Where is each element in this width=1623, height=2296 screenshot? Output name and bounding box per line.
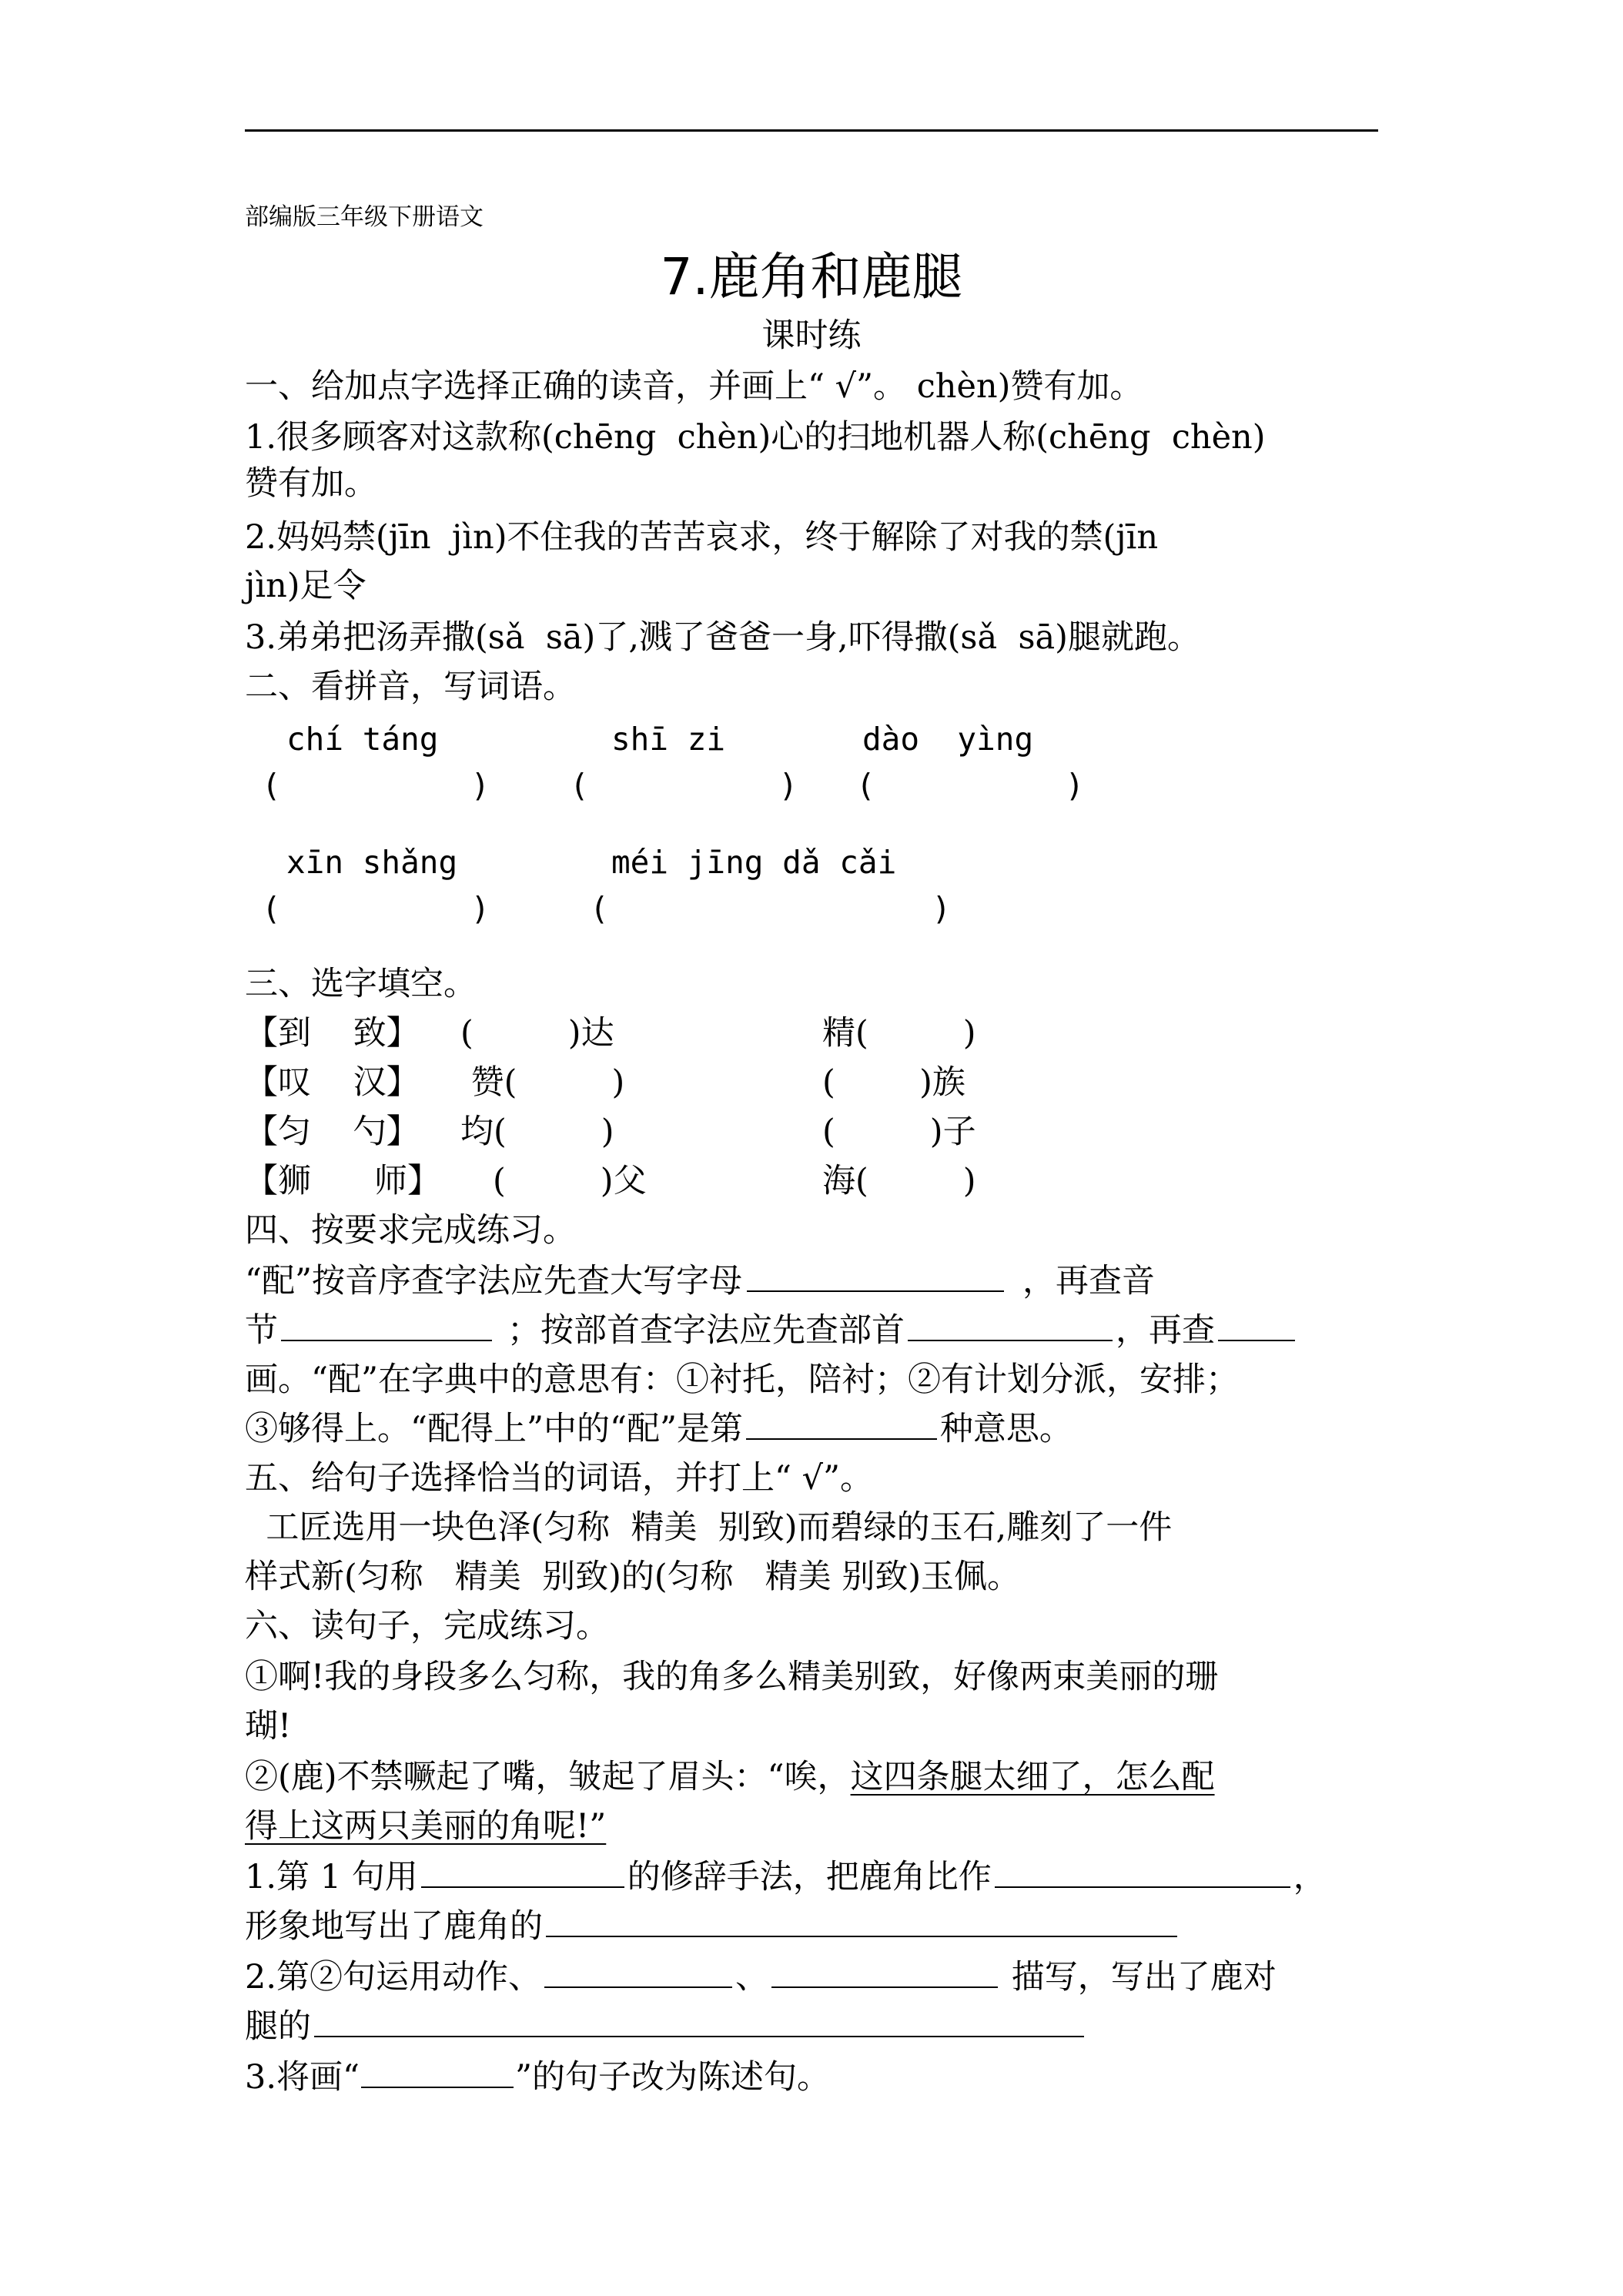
answer-paren-1[interactable]: ( ) [262, 767, 490, 804]
section4-line1-text: “配”按音序查字法应先查大写字母 [245, 1262, 742, 1300]
section5-line1[interactable]: 工匠选用一块色泽(匀称 精美 别致)而碧绿的玉石,雕刻了一件 [245, 1508, 1173, 1547]
section4-line2 [245, 1309, 1295, 1352]
section4-line1-end: ，再查音 [1022, 1262, 1155, 1300]
section5-line2[interactable]: 样式新(匀称 精美 别致)的(匀称 精美 别致)玉佩。 [245, 1558, 1021, 1596]
lesson-subtitle: 课时练 [761, 316, 862, 355]
answer-paren-3[interactable]: ( ) [856, 767, 1085, 804]
stroke-count-blank[interactable] [1218, 1309, 1295, 1341]
section4-line1 [245, 1260, 1155, 1303]
section4-line2-start: 节 [245, 1311, 278, 1350]
syllable-blank[interactable] [281, 1309, 492, 1341]
choice-blank-1a[interactable]: ( )达 [460, 1014, 614, 1053]
q2-line2-text: 腿的 [245, 2007, 311, 2046]
section1-q3-line1: 3.弟弟把汤弄撒(sǎ sā)了,溅了爸爸一身,吓得撒(sǎ sā)腿就跑。 [245, 618, 1200, 657]
q2-text-b: 、 [735, 1958, 769, 1996]
section4-heading: 四、按要求完成练习。 [245, 1211, 576, 1250]
q3-text-a: 3.将画“ [245, 2058, 360, 2097]
leg-attitude-blank[interactable] [314, 2005, 1084, 2037]
section4-line2-mid: ；按部首查字法应先查部首 [507, 1311, 905, 1350]
section6-sentence2-line2 [245, 1805, 606, 1848]
answer-paren-2[interactable]: ( ) [570, 767, 798, 804]
q1-line2-text: 形象地写出了鹿角的 [245, 1907, 543, 1946]
choice-chars-3: 【匀 勺】 [245, 1113, 420, 1151]
q1-text-b: 的修辞手法，把鹿角比作 [627, 1858, 992, 1896]
section1-q1-line1: 1.很多顾客对这款称(chēng chèn)心的扫地机器人称(chēng chèn) [245, 418, 1266, 457]
rhetoric-blank[interactable] [421, 1856, 624, 1888]
section6-q2-line2 [245, 2005, 1084, 2048]
section1-q1-line2: 赞有加。 [245, 464, 377, 503]
pinyin-item-1: chí táng [286, 721, 439, 758]
lesson-title: 7.鹿角和鹿腿 [660, 247, 963, 306]
answer-paren-4[interactable]: ( ) [262, 890, 490, 927]
header-rule [245, 129, 1378, 132]
choice-blank-3b[interactable]: ( )子 [822, 1113, 976, 1151]
series-label: 部编版三年级下册语文 [245, 203, 484, 231]
section5-heading: 五、给句子选择恰当的词语，并打上“ √”。 [245, 1459, 874, 1498]
section6-sentence2-line1 [245, 1755, 1215, 1799]
choice-chars-2: 【叹 汉】 [245, 1063, 420, 1102]
meaning-number-blank[interactable] [746, 1407, 937, 1440]
answer-paren-5[interactable]: ( ) [590, 890, 951, 927]
section6-sentence1-line2: 瑚! [245, 1707, 292, 1745]
section1-q2-line1: 2.妈妈禁(jīn jìn)不住我的苦苦哀求，终于解除了对我的禁(jīn [245, 518, 1159, 557]
section6-q1-line1 [245, 1856, 1327, 1899]
section6-heading: 六、读句子，完成练习。 [245, 1607, 609, 1645]
antler-description-blank[interactable] [546, 1905, 1177, 1937]
section1-q2-line2: jìn)足令 [245, 567, 366, 605]
radical-blank[interactable] [908, 1309, 1113, 1341]
pinyin-item-2: shī zi [611, 721, 726, 758]
comparison-blank[interactable] [995, 1856, 1290, 1888]
q1-text-c: ， [1293, 1858, 1327, 1896]
choice-chars-1: 【到 致】 [245, 1014, 420, 1053]
section6-q3-line1 [245, 2056, 830, 2099]
description-type-blank-1[interactable] [544, 1956, 732, 1988]
q2-text-a: 2.第②句运用动作、 [245, 1958, 542, 1996]
section6-q2-line1 [245, 1956, 1277, 1999]
section2-heading: 二、看拼音，写词语。 [245, 668, 576, 706]
section6-q1-line2 [245, 1905, 1177, 1948]
pinyin-item-4: xīn shǎng [286, 844, 458, 881]
section6-sentence1-line1: ①啊!我的身段多么匀称，我的角多么精美别致，好像两束美丽的珊 [245, 1658, 1219, 1696]
sentence2-lead: ②(鹿)不禁噘起了嘴，皱起了眉头：“唉， [245, 1758, 851, 1796]
underlined-sentence-part2: 得上这两只美丽的角呢!” [245, 1807, 607, 1846]
choice-chars-4: 【狮 师】 [245, 1162, 441, 1200]
section4-line4-text: ③够得上。“配得上”中的“配”是第 [245, 1410, 743, 1448]
section4-line4-end: 种意思。 [939, 1410, 1073, 1448]
q1-text-a: 1.第 1 句用 [245, 1858, 418, 1896]
choice-blank-4a[interactable]: ( )父 [493, 1162, 647, 1200]
q2-text-c: 描写，写出了鹿对 [1001, 1958, 1277, 1996]
section4-line2-end: ，再查 [1116, 1311, 1215, 1350]
choice-blank-1b[interactable]: 精( ) [822, 1014, 976, 1053]
section4-line4 [245, 1407, 1073, 1451]
choice-blank-4b[interactable]: 海( ) [822, 1162, 976, 1200]
capital-letter-blank[interactable] [747, 1260, 1004, 1292]
choice-blank-2a[interactable]: 赞( ) [460, 1063, 625, 1102]
pinyin-item-3: dào yìng [862, 721, 1034, 758]
section1-heading: 一、给加点字选择正确的读音，并画上“ √”。 chèn)赞有加。 [245, 367, 1143, 406]
underlined-sentence-part1: 这四条腿太细了，怎么配 [850, 1758, 1215, 1796]
pinyin-item-5: méi jīng dǎ cǎi [611, 844, 897, 881]
section4-line3: 画。“配”在字典中的意思有：①衬托，陪衬；②有计划分派，安排； [245, 1361, 1239, 1399]
q3-text-b: ”的句子改为陈述句。 [515, 2058, 830, 2097]
section3-heading: 三、选字填空。 [245, 965, 477, 1003]
description-type-blank-2[interactable] [771, 1956, 998, 1988]
choice-blank-2b[interactable]: ( )族 [822, 1063, 965, 1102]
underline-mark-blank [361, 2056, 514, 2088]
choice-blank-3a[interactable]: 均( ) [460, 1113, 614, 1151]
